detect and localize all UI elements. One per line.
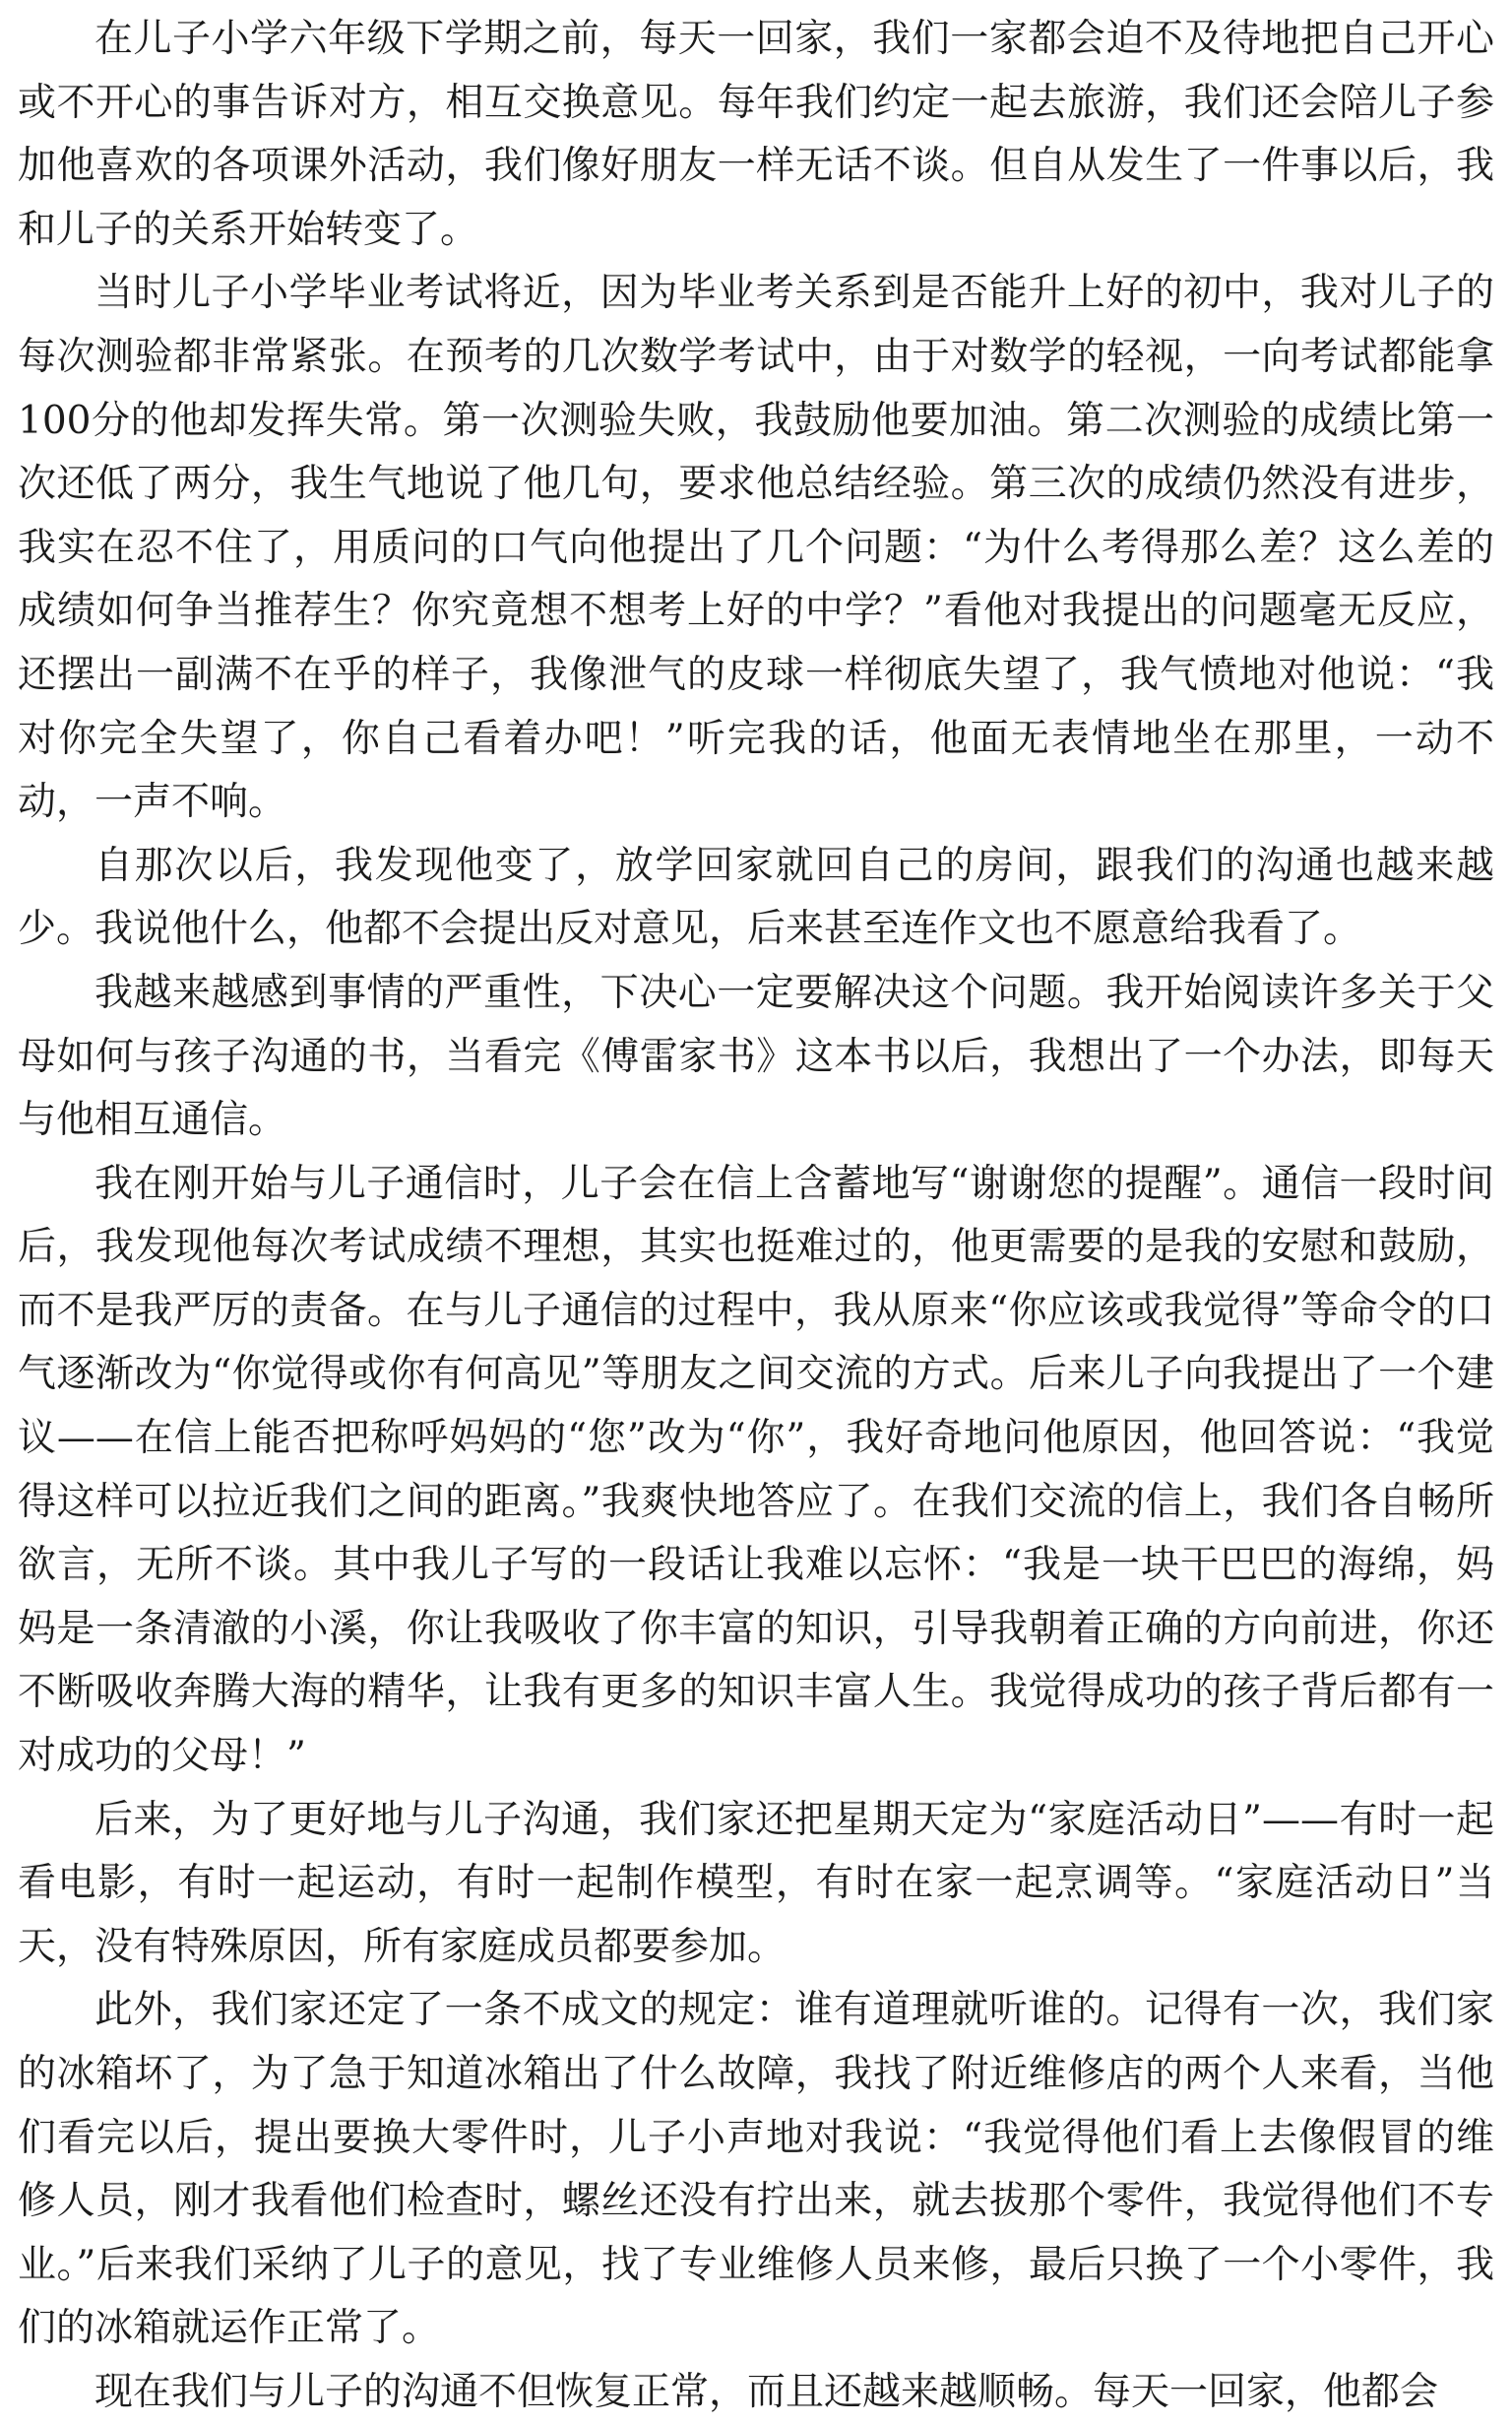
- paragraph-6: 后来，为了更好地与儿子沟通，我们家还把星期天定为“家庭活动日”——有时一起看电影，有时一起运动，有时一起制作模型，有时在家一起烹调等。“家庭活动日”当天，没有特殊原因，所有家庭成员都要参加。: [18, 1797, 1494, 1969]
- paragraph-5: 我在刚开始与儿子通信时，儿子会在信上含蓄地写“谢谢您的提醒”。通信一段时间后，我发现他每次考试成绩不理想，其实也挺难过的，他更需要的是我的安慰和鼓励，而不是我严厉的责备。在与儿子通信的过程中，我从原来“你应该或我觉得”等命令的口气逐渐改为“你觉得或你有何高见”等朋友之间交流的方式。后来儿子向我提出了一个建议——在信上能否把称呼妈妈的“您”改为“你”，我好奇地问他原因，他回答说：“我觉得这样可以拉近我们之间的距离。”我爽快地答应了。在我们交流的信上，我们各自畅所欲言，无所不谈。其中我儿子写的一段话让我难以忘怀：“我是一块干巴巴的海绵，妈妈是一条清澈的小溪，你让我吸收了你丰富的知识，引导我朝着正确的方向前进，你还不断吸收奔腾大海的精华，让我有更多的知识丰富人生。我觉得成功的孩子背后都有一对成功的父母！”: [18, 1161, 1494, 1779]
- paragraph-1: 在儿子小学六年级下学期之前，每天一回家，我们一家都会迫不及待地把自己开心或不开心的事告诉对方，相互交换意见。每年我们约定一起去旅游，我们还会陪儿子参加他喜欢的各项课外活动，我们像好朋友一样无话不谈。但自从发生了一件事以后，我和儿子的关系开始转变了。: [18, 17, 1494, 252]
- paragraph-4: 我越来越感到事情的严重性，下决心一定要解决这个问题。我开始阅读许多关于父母如何与孩子沟通的书，当看完《傅雷家书》这本书以后，我想出了一个办法，即每天与他相互通信。: [18, 970, 1494, 1143]
- paragraph-3: 自那次以后，我发现他变了，放学回家就回自己的房间，跟我们的沟通也越来越少。我说他什么，他都不会提出反对意见，后来甚至连作文也不愿意给我看了。: [18, 843, 1494, 952]
- paragraph-7: 此外，我们家还定了一条不成文的规定：谁有道理就听谁的。记得有一次，我们家的冰箱坏了，为了急于知道冰箱出了什么故障，我找了附近维修店的两个人来看，当他们看完以后，提出要换大零件时，儿子小声地对我说：“我觉得他们看上去像假冒的维修人员，刚才我看他们检查时，螺丝还没有拧出来，就去拔那个零件，我觉得他们不专业。”后来我们采纳了儿子的意见，找了专业维修人员来修，最后只换了一个小零件，我们的冰箱就运作正常了。: [18, 1988, 1494, 2351]
- paragraph-8: 现在我们与儿子的沟通不但恢复正常，而且还越来越顺畅。每天一回家，他都会: [94, 2369, 1439, 2414]
- paragraph-2: 当时儿子小学毕业考试将近，因为毕业考关系到是否能升上好的初中，我对儿子的每次测验都非常紧张。在预考的几次数学考试中，由于对数学的轻视，一向考试都能拿100分的他却发挥失常。第一次测验失败，我鼓励他要加油。第二次测验的成绩比第一次还低了两分，我生气地说了他几句，要求他总结经验。第三次的成绩仍然没有进步，我实在忍不住了，用质问的口气向他提出了几个问题：“为什么考得那么差？这么差的成绩如何争当推荐生？你究竟想不想考上好的中学？”看他对我提出的问题毫无反应，还摆出一副满不在乎的样子，我像泄气的皮球一样彻底失望了，我气愤地对他说：“我对你完全失望了，你自己看着办吧！”听完我的话，他面无表情地坐在那里，一动不动，一声不响。: [18, 271, 1494, 825]
- article-body: [18, 8, 1494, 2425]
